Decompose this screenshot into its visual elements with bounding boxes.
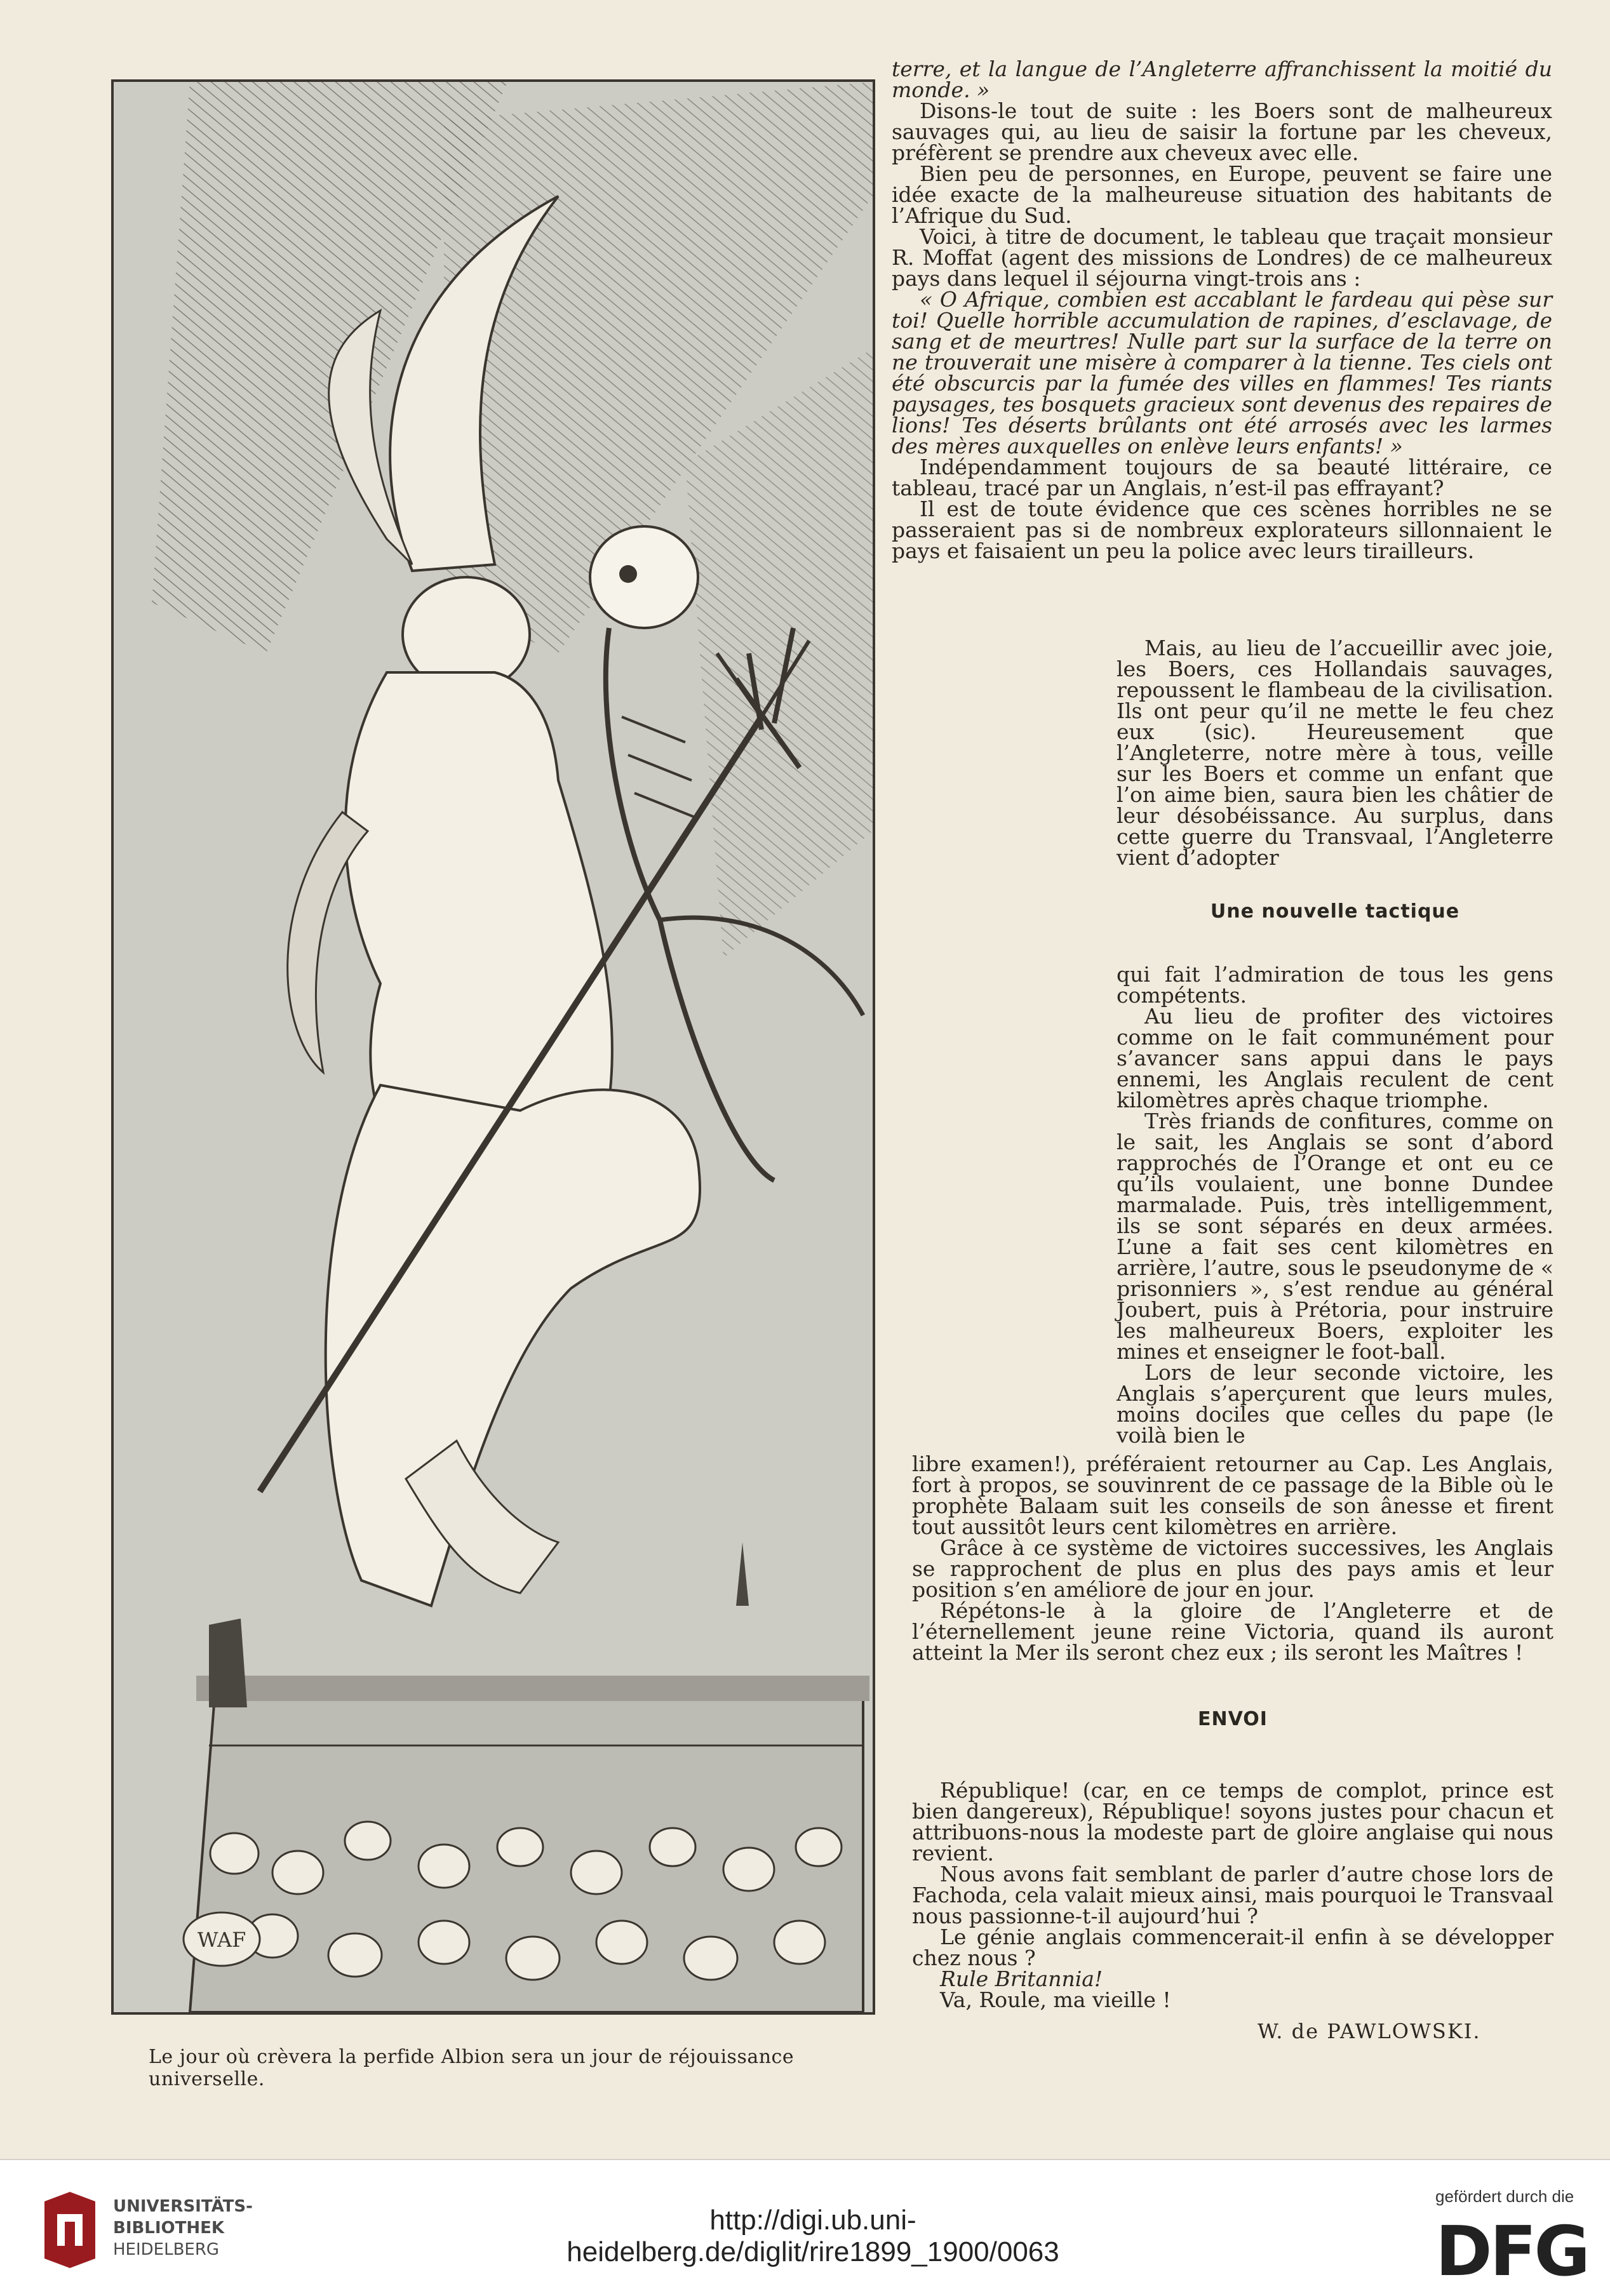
footer-bar xyxy=(0,2159,1610,2296)
funded-by-label: gefördert durch die xyxy=(1435,2187,1574,2206)
text-column-narrow-2 xyxy=(1117,964,1553,1446)
paragraph: Indépendamment toujours de sa beauté littéraire, ce tableau, tracé par un Anglais, n’est-il pas effrayant? xyxy=(892,455,1552,500)
section-heading-tactique: Une nouvelle tactique xyxy=(1210,900,1460,923)
paragraph: Grâce à ce système de victoires successives, les Anglais se rapprochent de plus en plus des pays amis et leur position s’en améliore de jour en jour. xyxy=(912,1535,1553,1602)
paragraph: « O Afrique, combien est accablant le fardeau qui pèse sur toi! Quelle horrible accumulation de rapines, d’esclavage, de sang et de meurtres! Nulle part sur la surface de la terre on ne trouverait une misère à comparer à la tienne. Tes ciels ont été obscurcis par la fumée des villes en flammes! Tes riants paysages, tes bosquets gracieux sont devenus des repaires de lions! Tes déserts brûlants ont été arrosés avec les larmes des mères auxquelles on enlève leurs enfants! » xyxy=(892,287,1552,458)
paragraph: qui fait l’admiration de tous les gens compétents. xyxy=(1117,962,1553,1008)
university-library-logo-icon xyxy=(38,2189,102,2271)
paragraph: Rule Britannia! xyxy=(940,1966,1103,1991)
paragraph: Répétons-le à la gloire de l’Angleterre et de l’éternellement jeune reine Victoria, quand ils auront atteint la Mer ils seront chez eux ; ils seront les Maîtres ! xyxy=(912,1598,1553,1665)
library-name-line2: BIBLIOTHEK xyxy=(113,2219,225,2238)
paragraph: Mais, au lieu de l’accueillir avec joie, les Boers, ces Hollandais sauvages, repoussent le flambeau de la civilisation. Ils ont peur qu’il ne mette le feu chez eux (sic). Heureusement que l’Angleterre, notre mère à tous, veille sur les Boers et comme un enfant que l’on aime bien, saura bien les châtier de leur désobéissance. Au surplus, dans cette guerre du Transvaal, l’Angleterre vient d’adopter xyxy=(1117,636,1553,870)
paragraph: Voici, à titre de document, le tableau que traçait monsieur R. Moffat (agent des missions de Londres) de ce malheureux pays dans lequel il séjourna vingt-trois ans : xyxy=(892,224,1552,291)
paragraph: terre, et la langue de l’Angleterre affranchissent la moitié du monde. » xyxy=(892,57,1552,102)
paragraph: Nous avons fait semblant de parler d’autre chose lors de Fachoda, cela valait mieux ainsi, mais pourquoi le Transvaal nous passionne-t-il aujourd’hui ? xyxy=(912,1862,1553,1928)
library-name xyxy=(113,2196,253,2260)
source-url-link[interactable]: http://digi.ub.uni-heidelberg.de/diglit/rire1899_1900/0063 xyxy=(567,2205,1059,2267)
paragraph: Très friands de confitures, comme on le sait, les Anglais se sont d’abord rapprochés de l’Orange et ont eu ce qu’ils voulaient, une bonne Dundee marmalade. Puis, très intelligemment, ils se sont séparés en deux armées. L’une a fait ses cent kilomètres en arrière, l’autre, sous le pseudonyme de « prisonniers », s’est rendue au général Joubert, puis à Prétoria, pour instruire les malheureux Boers, exploiter les mines et enseigner le foot-ball. xyxy=(1117,1109,1553,1364)
paragraph: Le génie anglais commencerait-il enfin à se développer chez nous ? xyxy=(912,1925,1553,1970)
artist-monogram: WAF xyxy=(197,1928,246,1952)
paragraph: Va, Roule, ma vieille ! xyxy=(940,1987,1171,2012)
paragraph: Au lieu de profiter des victoires comme on le fait communément pour s’avancer sans appui dans le pays ennemi, les Anglais reculent de cent kilomètres après chaque triomphe. xyxy=(1117,1004,1553,1112)
illustration xyxy=(111,79,875,2015)
section-heading-envoi: ENVOI xyxy=(1198,1708,1268,1730)
paragraph: Il est de toute évidence que ces scènes horribles ne se passeraient pas si de nombreux explorateurs sillonnaient le pays et faisaient un peu la police avec leurs tirailleurs. xyxy=(892,497,1552,563)
text-column-narrow-1 xyxy=(1117,637,1553,868)
dfg-logo-icon: DFG xyxy=(1435,2212,1588,2292)
paragraph: Lors de leur seconde victoire, les Anglais s’aperçurent que leurs mules, moins dociles que celles du pape (le voilà bien le xyxy=(1117,1360,1553,1448)
text-column-envoi xyxy=(912,1780,1553,2010)
author-signature: W. de PAWLOWSKI. xyxy=(1258,2019,1481,2043)
illustration-caption: Le jour où crèvera la perfide Albion sera un jour de réjouissance universelle. xyxy=(149,2046,795,2090)
paragraph: Disons-le tout de suite : les Boers sont de malheureux sauvages qui, au lieu de saisir la fortune par les cheveux, préfèrent se prendre aux cheveux avec elle. xyxy=(892,98,1552,165)
text-column-top xyxy=(892,58,1552,561)
library-name-line1: UNIVERSITÄTS- xyxy=(113,2197,253,2216)
paragraph: libre examen!), préféraient retourner au Cap. Les Anglais, fort à propos, se souvinrent de ce passage de la Bible où le prophète Balaam suit les conseils de son ânesse et firent tout aussitôt leurs cent kilomètres en arrière. xyxy=(912,1452,1553,1539)
paragraph: République! (car, en ce temps de complot, prince est bien dangereux), République! soyons justes pour chacun et attribuons-nous la modeste part de gloire anglaise qui nous revient. xyxy=(912,1778,1553,1866)
illustration-drawing xyxy=(114,82,873,2012)
library-name-line3: HEIDELBERG xyxy=(113,2240,220,2259)
paragraph: Bien peu de personnes, en Europe, peuvent se faire une idée exacte de la malheureuse situation des habitants de l’Afrique du Sud. xyxy=(892,161,1552,228)
text-column-bottom xyxy=(912,1453,1553,1663)
